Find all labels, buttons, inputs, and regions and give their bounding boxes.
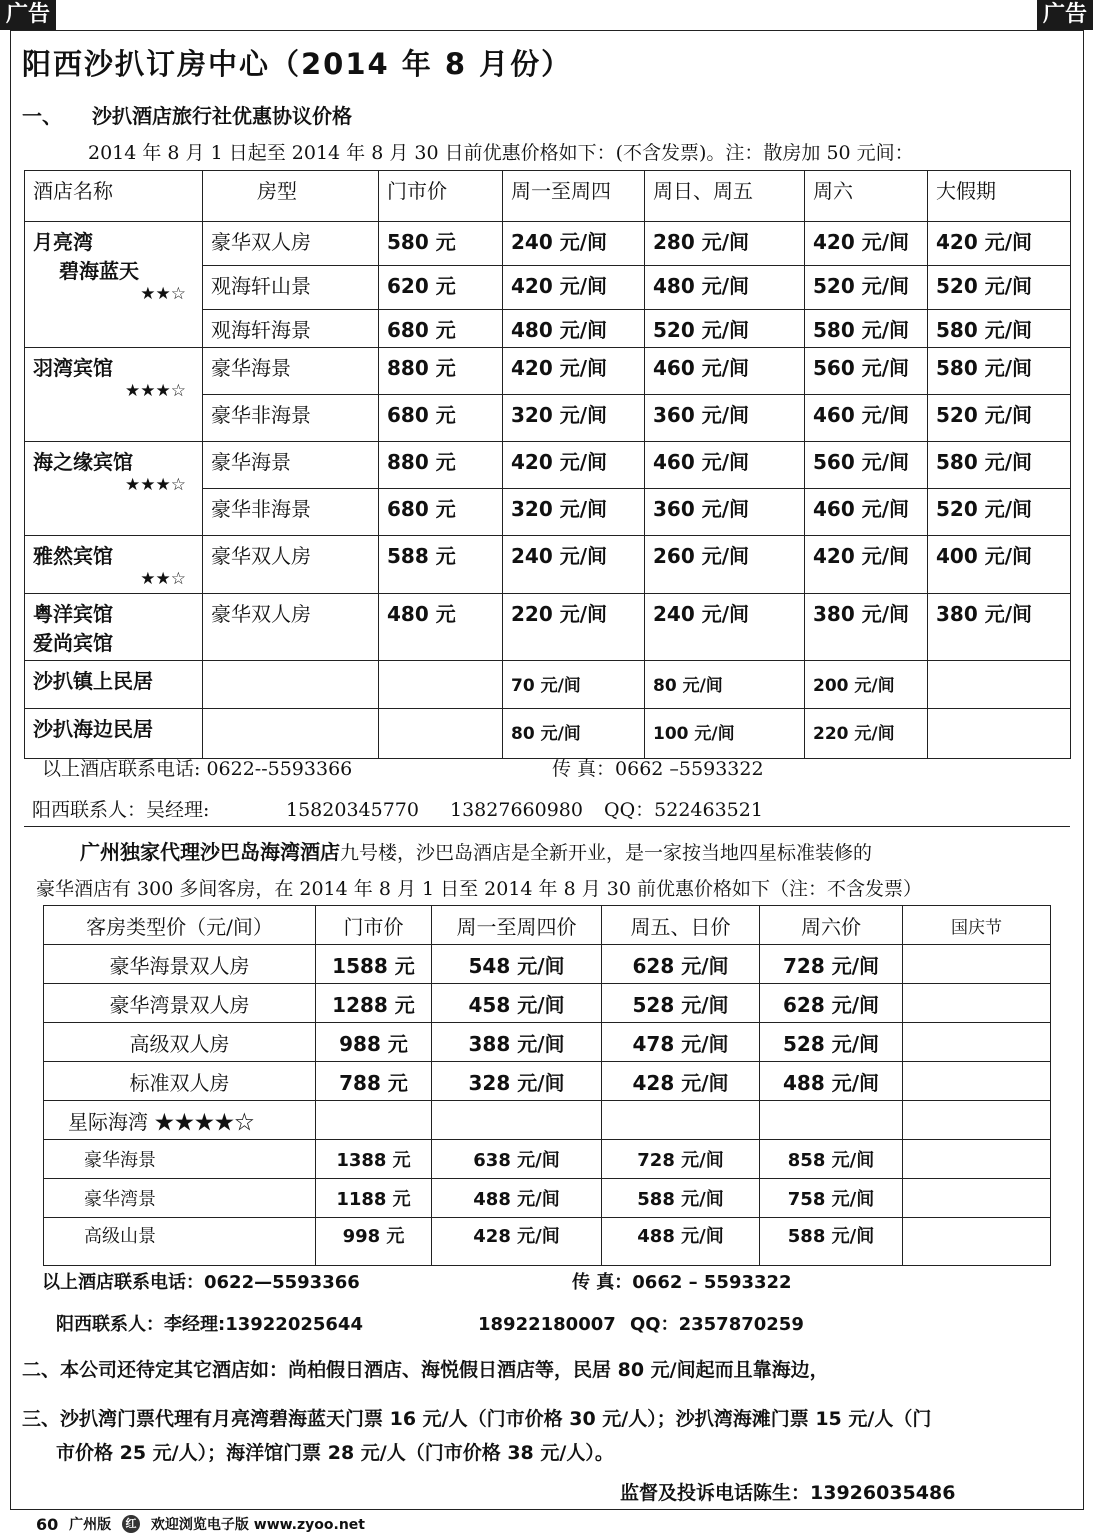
contact-fax-2: 传 真：0662 – 5593322 bbox=[572, 1272, 792, 1293]
ad-tag-right: 广告 bbox=[1037, 0, 1093, 30]
hotel-name: 雅然宾馆 bbox=[33, 544, 113, 568]
price-cell: 428 元/间 bbox=[432, 1218, 602, 1266]
empty-cell bbox=[760, 1101, 903, 1140]
sabah-price-table bbox=[43, 905, 1051, 1266]
room-type-cell: 豪华海景 bbox=[203, 348, 379, 395]
price-cell: 360 元/间 bbox=[645, 395, 805, 442]
empty-cell bbox=[903, 1023, 1051, 1062]
hotel-name-cell: 沙扒海边民居 bbox=[25, 709, 203, 759]
empty-cell bbox=[203, 661, 379, 709]
price-cell: 520 元/间 bbox=[645, 310, 805, 348]
price-cell: 328 元/间 bbox=[432, 1062, 602, 1101]
empty-cell bbox=[903, 945, 1051, 984]
price-cell: 240 元/间 bbox=[503, 536, 645, 594]
price-cell: 260 元/间 bbox=[645, 536, 805, 594]
price-cell: 480 元/间 bbox=[503, 310, 645, 348]
price-cell: 1588 元 bbox=[316, 945, 432, 984]
star-rating: ★★☆ bbox=[140, 569, 186, 589]
section2-text: 二、本公司还待定其它酒店如：尚柏假日酒店、海悦假日酒店等，民居 80 元/间起而且靠海边， bbox=[22, 1359, 829, 1381]
header-cell: 门市价 bbox=[379, 171, 503, 222]
page-title: 阳西沙扒订房中心（2014 年 8 月份） bbox=[22, 47, 573, 81]
intro2-text: 九号楼，沙巴岛酒店是全新开业，是一家按当地四星标准装修的 bbox=[340, 842, 873, 864]
header-cell: 周日、周五 bbox=[645, 171, 805, 222]
header-cell: 周一至周四 bbox=[503, 171, 645, 222]
brand-logo-icon: 红 bbox=[122, 1515, 140, 1533]
room-type-cell: 豪华湾景 bbox=[44, 1179, 316, 1218]
hotel-name-cell: 星际海湾 ★★★★☆ bbox=[44, 1101, 316, 1140]
contact-label: 阳西联系人：李经理:13922025644 bbox=[56, 1314, 363, 1335]
price-cell: 388 元/间 bbox=[432, 1023, 602, 1062]
price-cell: 400 元/间 bbox=[928, 536, 1071, 594]
table-row bbox=[44, 1101, 1051, 1140]
hotel-name-cell bbox=[25, 442, 203, 536]
empty-cell bbox=[903, 984, 1051, 1023]
price-cell: 758 元/间 bbox=[760, 1179, 903, 1218]
hotel-name: 月亮湾 bbox=[33, 230, 93, 254]
price-cell: 240 元/间 bbox=[645, 594, 805, 661]
contact-person-2 bbox=[56, 1310, 804, 1336]
price-cell: 580 元 bbox=[379, 222, 503, 266]
price-cell: 680 元 bbox=[379, 310, 503, 348]
table-row bbox=[44, 1140, 1051, 1179]
price-cell: 560 元/间 bbox=[805, 348, 928, 395]
header-cell: 周六价 bbox=[760, 906, 903, 945]
table-row bbox=[25, 442, 1071, 489]
hotel-name-cell bbox=[25, 536, 203, 594]
page-number: 60 bbox=[36, 1514, 59, 1534]
price-cell: 788 元 bbox=[316, 1062, 432, 1101]
price-cell: 460 元/间 bbox=[805, 489, 928, 536]
section-divider bbox=[24, 826, 1070, 827]
empty-cell bbox=[903, 1179, 1051, 1218]
empty-cell bbox=[432, 1101, 602, 1140]
contact-person-1 bbox=[32, 795, 763, 822]
hotel-name-cell bbox=[25, 348, 203, 442]
hotel-price-table bbox=[24, 170, 1071, 759]
section1-heading bbox=[22, 100, 352, 129]
contact-phone: 13827660980 bbox=[450, 799, 583, 821]
price-cell: 488 元/间 bbox=[602, 1218, 760, 1266]
price-cell: 548 元/间 bbox=[432, 945, 602, 984]
star-rating: ★★★☆ bbox=[125, 475, 186, 495]
contact-qq: QQ：2357870259 bbox=[630, 1314, 804, 1335]
contact-fax-1: 传 真：0662 –5593322 bbox=[552, 758, 764, 780]
intro2-line2: 豪华酒店有 300 多间客房，在 2014 年 8 月 1 日至 2014 年 8 月 30 前优惠价格如下（注：不含发票） bbox=[36, 878, 922, 900]
price-cell: 858 元/间 bbox=[760, 1140, 903, 1179]
price-cell: 680 元 bbox=[379, 395, 503, 442]
price-cell: 460 元/间 bbox=[645, 442, 805, 489]
price-cell: 460 元/间 bbox=[645, 348, 805, 395]
star-rating: ★★★☆ bbox=[125, 381, 186, 401]
empty-cell bbox=[203, 709, 379, 759]
contact-phone: 18922180007 bbox=[478, 1314, 616, 1335]
empty-cell bbox=[316, 1101, 432, 1140]
price-cell: 480 元 bbox=[379, 594, 503, 661]
complaint-hotline: 监督及投诉电话陈生：13926035486 bbox=[620, 1482, 956, 1504]
room-type-cell: 豪华湾景双人房 bbox=[44, 984, 316, 1023]
section3-line1: 三、沙扒湾门票代理有月亮湾碧海蓝天门票 16 元/人（门市价格 30 元/人）；沙扒湾海滩门票 15 元/人（门 bbox=[22, 1408, 932, 1430]
footer-text: 欢迎浏览电子版 www.zyoo.net bbox=[150, 1517, 365, 1533]
price-cell: 280 元/间 bbox=[645, 222, 805, 266]
price-cell: 528 元/间 bbox=[602, 984, 760, 1023]
page-footer bbox=[36, 1514, 371, 1534]
price-cell: 1188 元 bbox=[316, 1179, 432, 1218]
table-row bbox=[25, 594, 1071, 661]
header-cell: 客房类型价（元/间） bbox=[44, 906, 316, 945]
price-cell: 628 元/间 bbox=[760, 984, 903, 1023]
hotel-name-cell bbox=[25, 594, 203, 661]
price-cell: 880 元 bbox=[379, 348, 503, 395]
price-cell: 320 元/间 bbox=[503, 489, 645, 536]
price-cell: 420 元/间 bbox=[805, 222, 928, 266]
price-cell: 520 元/间 bbox=[805, 266, 928, 310]
price-cell: 638 元/间 bbox=[432, 1140, 602, 1179]
price-cell: 628 元/间 bbox=[602, 945, 760, 984]
price-cell: 998 元 bbox=[316, 1218, 432, 1266]
empty-cell bbox=[928, 709, 1071, 759]
hotel-name: 海之缘宾馆 bbox=[33, 450, 133, 474]
price-cell: 560 元/间 bbox=[805, 442, 928, 489]
price-cell: 488 元/间 bbox=[432, 1179, 602, 1218]
intro2-highlight: 广州独家代理沙巴岛海湾酒店 bbox=[80, 840, 340, 864]
price-cell: 1288 元 bbox=[316, 984, 432, 1023]
price-cell: 70 元/间 bbox=[503, 661, 645, 709]
price-cell: 420 元/间 bbox=[805, 536, 928, 594]
table-row bbox=[25, 661, 1071, 709]
price-cell: 580 元/间 bbox=[928, 310, 1071, 348]
header-cell: 周六 bbox=[805, 171, 928, 222]
price-cell: 220 元/间 bbox=[805, 709, 928, 759]
price-cell: 728 元/间 bbox=[760, 945, 903, 984]
section1-num: 一、 bbox=[22, 104, 62, 128]
price-cell: 528 元/间 bbox=[760, 1023, 903, 1062]
price-cell: 380 元/间 bbox=[928, 594, 1071, 661]
hotel-name: 羽湾宾馆 bbox=[33, 356, 113, 380]
price-cell: 520 元/间 bbox=[928, 266, 1071, 310]
empty-cell bbox=[928, 661, 1071, 709]
intro2-line1 bbox=[80, 836, 872, 865]
room-type-cell: 豪华非海景 bbox=[203, 395, 379, 442]
room-type-cell: 豪华海景 bbox=[44, 1140, 316, 1179]
room-type-cell: 观海轩海景 bbox=[203, 310, 379, 348]
price-cell: 680 元 bbox=[379, 489, 503, 536]
price-cell: 458 元/间 bbox=[432, 984, 602, 1023]
price-cell: 478 元/间 bbox=[602, 1023, 760, 1062]
hotel-name: 碧海蓝天 bbox=[59, 259, 139, 283]
edition-label: 广州版 bbox=[69, 1517, 112, 1533]
table-row bbox=[44, 1179, 1051, 1218]
room-type-cell: 高级山景 bbox=[44, 1218, 316, 1266]
contact-label: 阳西联系人：吴经理: bbox=[32, 799, 210, 821]
price-cell: 588 元/间 bbox=[602, 1179, 760, 1218]
header-cell: 周五、日价 bbox=[602, 906, 760, 945]
empty-cell bbox=[379, 709, 503, 759]
price-cell: 520 元/间 bbox=[928, 395, 1071, 442]
table-row bbox=[25, 222, 1071, 266]
price-cell: 988 元 bbox=[316, 1023, 432, 1062]
price-cell: 588 元 bbox=[379, 536, 503, 594]
price-cell: 220 元/间 bbox=[503, 594, 645, 661]
hotel-name-cell: 沙扒镇上民居 bbox=[25, 661, 203, 709]
header-cell: 大假期 bbox=[928, 171, 1071, 222]
price-cell: 620 元 bbox=[379, 266, 503, 310]
header-cell: 门市价 bbox=[316, 906, 432, 945]
price-cell: 460 元/间 bbox=[805, 395, 928, 442]
room-type-cell: 豪华海景 bbox=[203, 442, 379, 489]
section1-title: 沙扒酒店旅行社优惠协议价格 bbox=[92, 104, 352, 128]
price-cell: 240 元/间 bbox=[503, 222, 645, 266]
price-cell: 428 元/间 bbox=[602, 1062, 760, 1101]
contact-phone: 15820345770 bbox=[286, 799, 419, 821]
price-cell: 380 元/间 bbox=[805, 594, 928, 661]
hotel-name-cell bbox=[25, 222, 203, 348]
empty-cell bbox=[903, 1062, 1051, 1101]
price-cell: 80 元/间 bbox=[503, 709, 645, 759]
ad-tag-left: 广告 bbox=[0, 0, 56, 30]
price-cell: 580 元/间 bbox=[928, 348, 1071, 395]
table-row bbox=[44, 1023, 1051, 1062]
room-type-cell: 高级双人房 bbox=[44, 1023, 316, 1062]
contact-phone-1: 以上酒店联系电话: 0622--5593366 bbox=[42, 758, 353, 780]
price-cell: 420 元/间 bbox=[503, 266, 645, 310]
room-type-cell: 豪华双人房 bbox=[203, 536, 379, 594]
section3-line2: 市价格 25 元/人）；海洋馆门票 28 元/人（门市价格 38 元/人）。 bbox=[56, 1442, 614, 1464]
price-cell: 480 元/间 bbox=[645, 266, 805, 310]
room-type-cell: 观海轩山景 bbox=[203, 266, 379, 310]
empty-cell bbox=[379, 661, 503, 709]
price-cell: 80 元/间 bbox=[645, 661, 805, 709]
contact-phone-2: 以上酒店联系电话：0622—5593366 bbox=[42, 1272, 360, 1293]
empty-cell bbox=[903, 1140, 1051, 1179]
table-header-row bbox=[44, 906, 1051, 945]
table-row bbox=[44, 1218, 1051, 1266]
price-cell: 488 元/间 bbox=[760, 1062, 903, 1101]
price-cell: 360 元/间 bbox=[645, 489, 805, 536]
header-cell: 房型 bbox=[203, 171, 379, 222]
header-cell: 酒店名称 bbox=[25, 171, 203, 222]
table-row bbox=[25, 709, 1071, 759]
table-row bbox=[44, 984, 1051, 1023]
hotel-name: 粤洋宾馆 bbox=[33, 602, 113, 626]
table-row bbox=[44, 1062, 1051, 1101]
contact-qq: QQ：522463521 bbox=[604, 799, 763, 821]
hotel-name: 爱尚宾馆 bbox=[33, 631, 113, 655]
table-header-row bbox=[25, 171, 1071, 222]
empty-cell bbox=[903, 1218, 1051, 1266]
table-row bbox=[25, 348, 1071, 395]
price-cell: 320 元/间 bbox=[503, 395, 645, 442]
price-cell: 728 元/间 bbox=[602, 1140, 760, 1179]
empty-cell bbox=[602, 1101, 760, 1140]
star-rating: ★★☆ bbox=[140, 284, 186, 304]
table-row bbox=[25, 536, 1071, 594]
price-cell: 420 元/间 bbox=[503, 348, 645, 395]
price-cell: 420 元/间 bbox=[503, 442, 645, 489]
price-cell: 580 元/间 bbox=[805, 310, 928, 348]
price-cell: 880 元 bbox=[379, 442, 503, 489]
table-row bbox=[44, 945, 1051, 984]
header-cell: 周一至周四价 bbox=[432, 906, 602, 945]
price-cell: 580 元/间 bbox=[928, 442, 1071, 489]
intro1: 2014 年 8 月 1 日起至 2014 年 8 月 30 日前优惠价格如下：(不含发票)。注：散房加 50 元间： bbox=[88, 142, 914, 164]
room-type-cell: 标准双人房 bbox=[44, 1062, 316, 1101]
room-type-cell: 豪华非海景 bbox=[203, 489, 379, 536]
header-cell: 国庆节 bbox=[903, 906, 1051, 945]
room-type-cell: 豪华海景双人房 bbox=[44, 945, 316, 984]
price-cell: 420 元/间 bbox=[928, 222, 1071, 266]
price-cell: 1388 元 bbox=[316, 1140, 432, 1179]
empty-cell bbox=[903, 1101, 1051, 1140]
room-type-cell: 豪华双人房 bbox=[203, 222, 379, 266]
price-cell: 588 元/间 bbox=[760, 1218, 903, 1266]
price-cell: 100 元/间 bbox=[645, 709, 805, 759]
room-type-cell: 豪华双人房 bbox=[203, 594, 379, 661]
price-cell: 520 元/间 bbox=[928, 489, 1071, 536]
price-cell: 200 元/间 bbox=[805, 661, 928, 709]
